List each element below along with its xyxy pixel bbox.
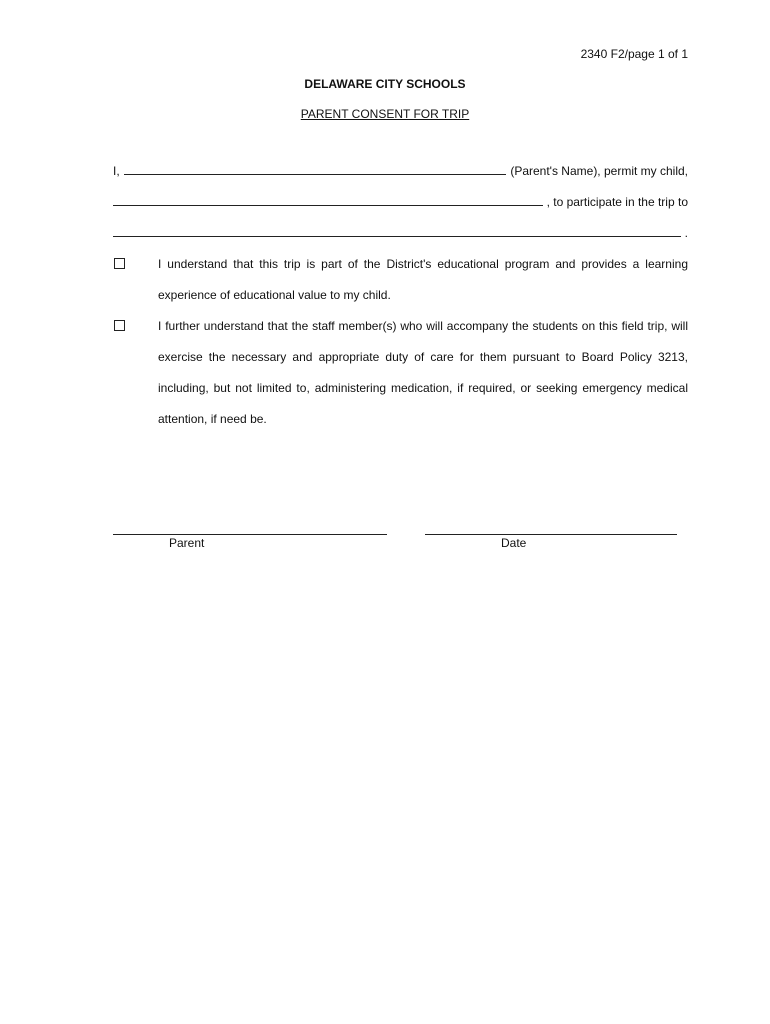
consent-row-child xyxy=(113,195,688,209)
acknowledgement-checkbox-1[interactable] xyxy=(114,258,125,269)
parent-name-field[interactable] xyxy=(124,164,507,175)
trip-destination-field[interactable] xyxy=(113,226,681,237)
page-reference: 2340 F2/page 1 of 1 xyxy=(580,47,688,61)
acknowledgement-text-2: I further understand that the staff member(s) who will accompany the students on this field trip, will exercise the necessary and appropriate duty of care for them pursuant to Board Policy 3213, including, but not limited to, administering medication, if required, or seeking emergency medical attention, if need be. xyxy=(158,319,688,426)
organization-name: DELAWARE CITY SCHOOLS xyxy=(304,77,466,91)
acknowledgement-text-1: I understand that this trip is part of the District's educational program and provides a learning experience of educational value to my child. xyxy=(158,257,688,302)
consent-row-destination xyxy=(113,226,688,240)
parent-signature-label: Parent xyxy=(169,536,205,550)
consent-permit-text: (Parent's Name), permit my child, xyxy=(510,164,688,178)
consent-participate-text: , to participate in the trip to xyxy=(546,195,688,209)
form-title: PARENT CONSENT FOR TRIP xyxy=(300,107,470,121)
parent-signature-line[interactable] xyxy=(113,534,387,535)
child-name-field[interactable] xyxy=(113,195,543,206)
consent-row-parent xyxy=(113,164,688,178)
consent-prefix: I, xyxy=(113,164,120,178)
consent-period: . xyxy=(684,226,688,240)
acknowledgement-checkbox-2[interactable] xyxy=(114,320,125,331)
date-signature-label: Date xyxy=(501,536,527,550)
date-signature-line[interactable] xyxy=(425,534,677,535)
